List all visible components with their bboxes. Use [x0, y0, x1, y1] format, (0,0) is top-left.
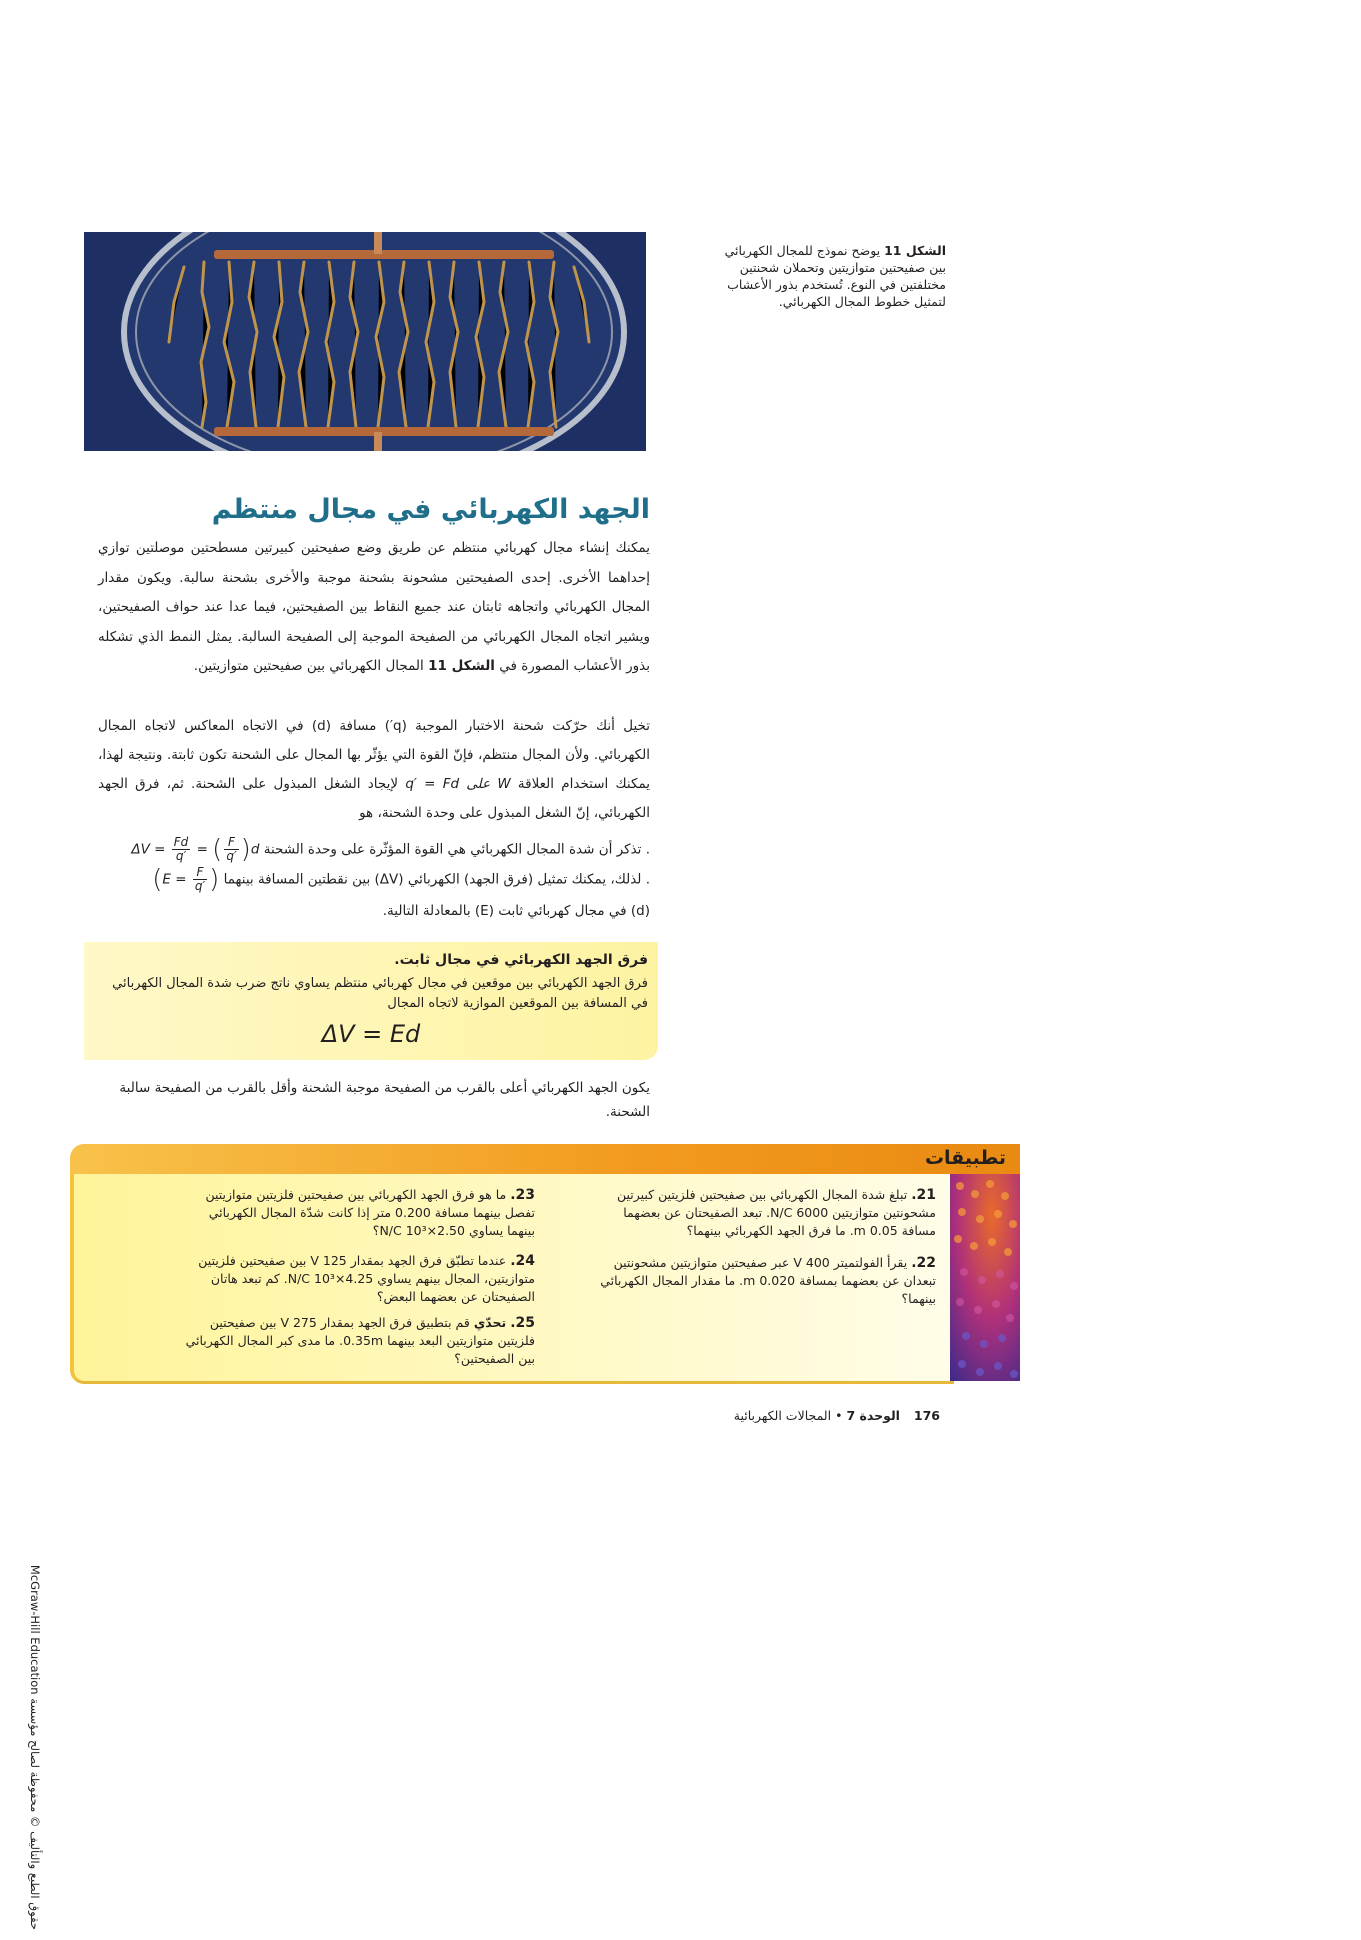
work-formula: W على q′ = Fd: [405, 776, 511, 792]
problem-25: [185, 1314, 535, 1368]
paragraph-1: [98, 534, 650, 682]
problem-23-text: ما هو فرق الجهد الكهربائي بين صفيحتين فلزيتين متوازيتين تفصل بينهما مسافة 0.200 متر إذا كانت شدّة المجال الكهربائي بينهما يساوي 2.50×10³ N/C؟: [205, 1187, 535, 1238]
problem-21-number: 21.: [911, 1187, 936, 1203]
section-title: الجهد الكهربائي في مجال منتظم: [211, 494, 650, 525]
paragraph-2-text-b: لإيجاد الشغل المبذول على الشحنة. ثم، فرق الجهد الكهربائي، إنّ الشغل المبذول على وحدة الشحنة، هو: [98, 776, 650, 821]
problem-23-number: 23.: [510, 1187, 535, 1203]
chapter-title: المجالات الكهربائية: [733, 1408, 832, 1423]
copyright-notice: حقوق الطبع والتأليف © محفوظة لصالح مؤسسة McGraw-Hill Education: [28, 1564, 42, 1930]
key-concept-equation: ΔV = Ed: [321, 1020, 421, 1048]
footer-bullet: •: [835, 1408, 843, 1423]
key-concept-title: فرق الجهد الكهربائي في مجال ثابت.: [394, 952, 648, 968]
eq1-lhs: ΔV =: [131, 841, 166, 858]
eq1-fraction: [172, 836, 191, 863]
eq2-lhs: E =: [162, 871, 187, 888]
problem-24-text: عندما تطبّق فرق الجهد بمقدار 125 V بين صفيحتين فلزيتين متوازيتين، المجال بينهم يساوي 4.25×10³ N/C. كم تبعد هاتان الصفيحتان عن بعضهما البعض؟: [198, 1253, 535, 1304]
field-strength-definition: (E = $\frac{F}{q'}$ ): [152, 864, 220, 895]
problem-22: [596, 1254, 936, 1308]
challenge-label: تحدّي: [473, 1315, 507, 1330]
practice-title: تطبيقات: [924, 1147, 1006, 1169]
problem-24: [185, 1252, 535, 1306]
eq2-numerator: F: [193, 866, 207, 880]
problem-22-number: 22.: [911, 1255, 936, 1271]
figure-caption: [712, 242, 946, 310]
key-concept-box: [84, 942, 658, 1060]
practice-header: [70, 1144, 1020, 1174]
caption-text: يوضح نموذج للمجال الكهربائي بين صفيحتين متوازيتين وتحملان شحنتين مختلفتين في النوع. تُستخدم بذور الأعشاب لتمثيل خطوط المجال الكهربائي.: [724, 243, 946, 309]
eq1-equals: =: [196, 841, 208, 858]
caption-label: الشكل 11: [884, 243, 946, 258]
page-number: 176: [913, 1408, 940, 1423]
eq1-inner-denominator: q′: [226, 849, 237, 863]
problem-22-text: يقرأ الفولتميتر 400 V عبر صفيحتين متوازيتين مشحونتين تبعدان عن بعضهما بمسافة 0.020 m. ما مقدار المجال الكهربائي بينهما؟: [600, 1255, 936, 1306]
problem-21-text: تبلغ شدة المجال الكهربائي بين صفيحتين فلزيتين كبيرتين مشحونتين متوازيتين 6000 N/C. تبعد الصفيحتان عن بعضهما مسافة 0.05 m. ما فرق الجهد الكهربائي بينهما؟: [616, 1187, 936, 1238]
problem-25-text: قم بتطبيق فرق الجهد بمقدار 275 V بين صفيحتين فلزيتين متوازيتين البعد بينهما 0.35m. ما مدى كبر المجال الكهربائي بين الصفيحتين؟: [185, 1315, 535, 1366]
equation-line-2: [98, 866, 650, 893]
figure-reference: الشكل 11: [428, 658, 495, 675]
paragraph-2: [98, 712, 650, 828]
decorative-dots-pattern: [950, 1174, 1020, 1381]
paragraph-2-end: (d) في مجال كهربائي ثابت (E) بالمعادلة التالية.: [382, 903, 650, 919]
problem-24-number: 24.: [510, 1253, 535, 1269]
problem-23: [185, 1186, 535, 1240]
eq2-denominator: q′: [194, 879, 206, 893]
paragraph-1-text-b: المجال الكهربائي بين صفيحتين متوازيتين.: [193, 658, 424, 675]
eq1-inner-fraction: [224, 836, 238, 863]
paragraph-1-text-a: يمكنك إنشاء مجال كهربائي منتظم عن طريق وضع صفيحتين كبيرتين مسطحتين موصلتين توازي إحداهما الأخرى. إحدى الصفيحتين مشحونة بشحنة موجبة والأخرى بشحنة سالبة. ويكون مقدار المجال الكهربائي واتجاهه ثابتان عند جميع النقاط بين الصفيحتين، فيما عدا عند حواف الصفيحتين، ويشير اتجاه المجال الكهربائي من الصفيحة الموجبة إلى الصفيحة السالبة. يمثل النمط الذي تشكله بذور الأعشاب المصورة في: [98, 540, 650, 675]
figure-11-photo: [84, 232, 646, 451]
paragraph-3: يكون الجهد الكهربائي أعلى بالقرب من الصفيحة موجبة الشحنة وأقل بالقرب من الصفيحة سالبة الشحنة.: [119, 1080, 650, 1120]
problem-25-number: 25.: [510, 1315, 535, 1331]
potential-difference-derivation: ΔV = $\frac{Fd}{q'}$ = ( $\frac{F}{q'}$ )d: [131, 834, 260, 865]
page-footer: [600, 1408, 940, 1423]
problem-21: [596, 1186, 936, 1240]
eq1-numerator: Fd: [173, 835, 189, 849]
key-concept-text: فرق الجهد الكهربائي بين موقعين في مجال كهربائي منتظم يساوي ناتج ضرب شدة المجال الكهربائي في المسافة بين الموقعين الموازية لاتجاه المجال: [112, 976, 648, 1011]
eq1-distance: d: [250, 841, 260, 858]
unit-label: الوحدة 7: [846, 1408, 900, 1423]
practice-problems-section: [70, 1144, 1020, 1381]
equation-2-description: . لذلك، يمكنك تمثيل (فرق الجهد) الكهربائي (ΔV) بين نقطتين المسافة بينهما: [223, 871, 650, 888]
equation-1-description: . تذكر أن شدة المجال الكهربائي هي القوة المؤثّرة على وحدة الشحنة: [263, 841, 650, 858]
eq1-inner-numerator: F: [224, 836, 238, 850]
eq1-denominator: q′: [175, 849, 187, 863]
equation-line-1: [98, 836, 650, 863]
paragraph-2-text-a: تخيل أنك حرّكت شحنة الاختبار الموجبة (q′) مسافة (d) في الاتجاه المعاكس لاتجاه المجال الكهربائي. ولأن المجال منتظم، فإنّ القوة التي يؤثّر بها المجال على الشحنة تكون ثابتة. ونتيجة لهذا، يمكنك استخدام العلاقة: [98, 718, 651, 792]
equation-line-3: [98, 898, 650, 924]
eq2-fraction: [193, 866, 207, 893]
